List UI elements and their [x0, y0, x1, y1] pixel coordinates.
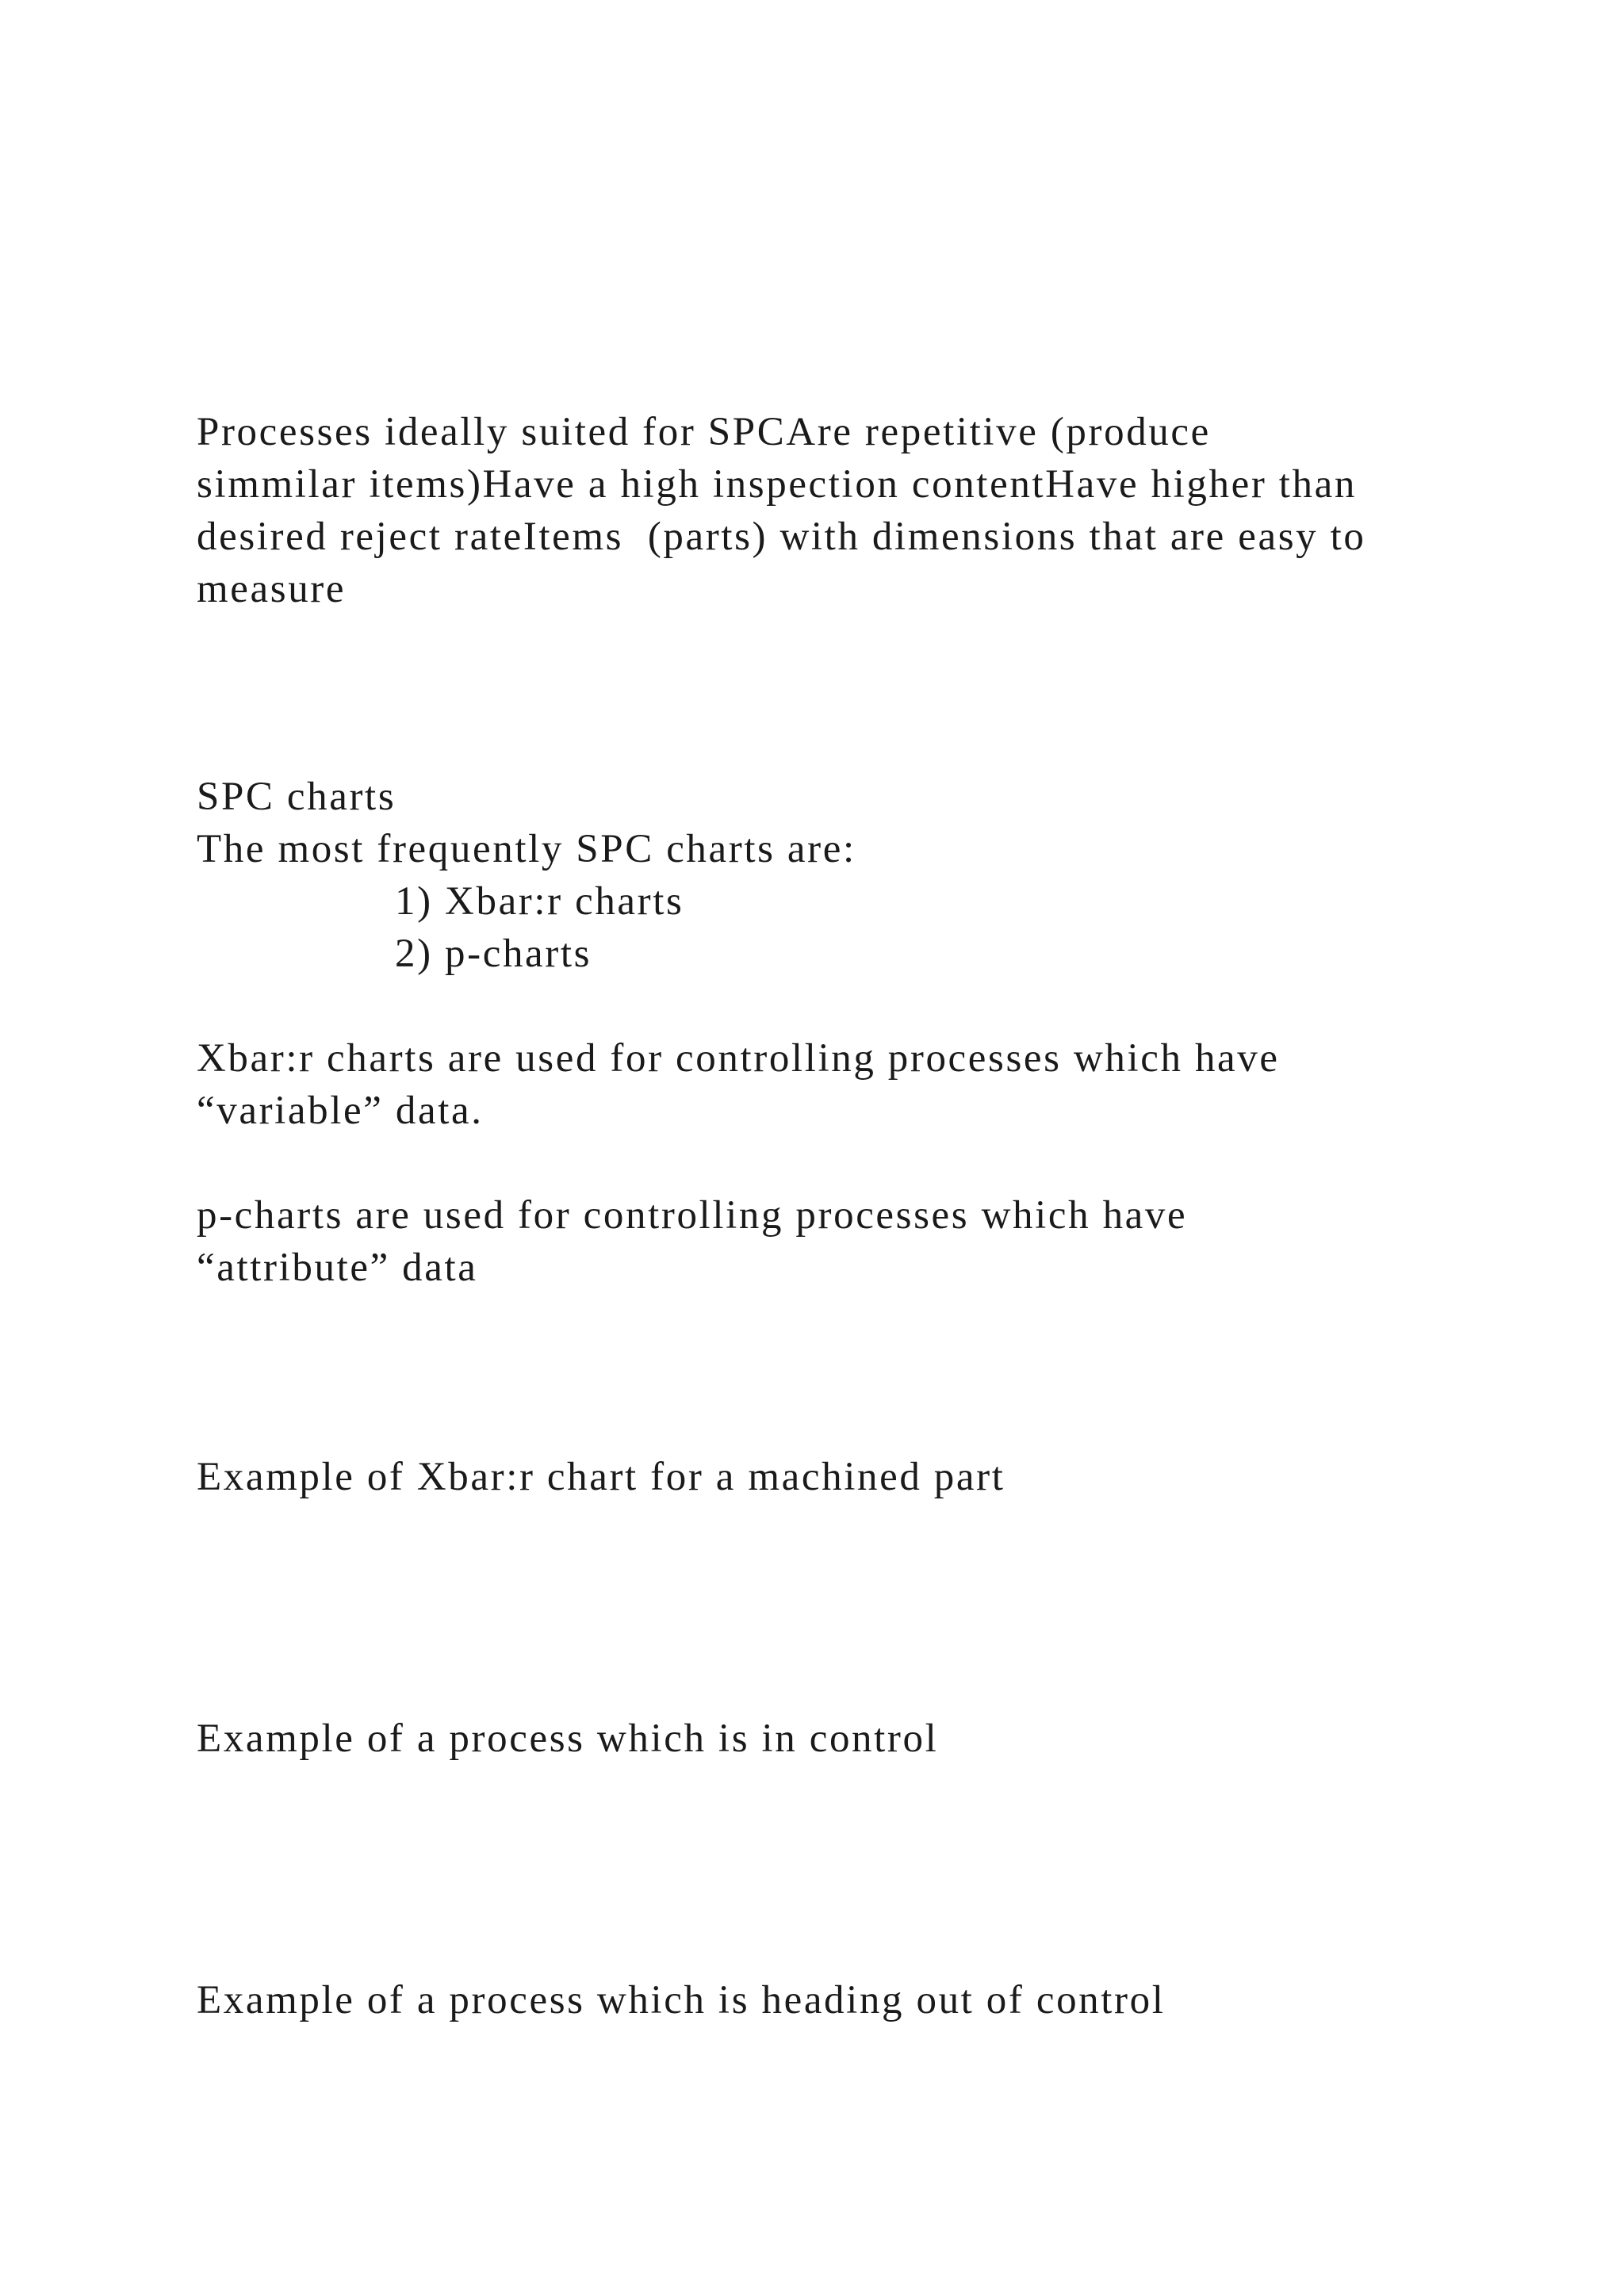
figure-caption: Example of a process which is in control: [197, 1716, 939, 1761]
paragraph-line: Processes ideally suited for SPCAre repetitive (produce: [197, 410, 1211, 454]
paragraph-line: desired reject rateItems (parts) with dimensions that are easy to: [197, 515, 1366, 559]
section-heading: SPC charts: [197, 775, 396, 819]
list-item: 2) p-charts: [395, 932, 592, 976]
paragraph-line: “attribute” data: [197, 1246, 478, 1290]
paragraph-line: p-charts are used for controlling processes which have: [197, 1193, 1188, 1238]
figure-caption: Example of Xbar:r chart for a machined part: [197, 1455, 1005, 1499]
paragraph-line: “variable” data.: [197, 1089, 484, 1133]
list-item: 1) Xbar:r charts: [395, 879, 684, 924]
paragraph-line: simmilar items)Have a high inspection contentHave higher than: [197, 462, 1357, 507]
section-intro: The most frequently SPC charts are:: [197, 827, 856, 871]
figure-caption: Example of a process which is heading out of control: [197, 1978, 1166, 2022]
paragraph-line: Xbar:r charts are used for controlling processes which have: [197, 1036, 1280, 1081]
paragraph-line: measure: [197, 567, 347, 611]
